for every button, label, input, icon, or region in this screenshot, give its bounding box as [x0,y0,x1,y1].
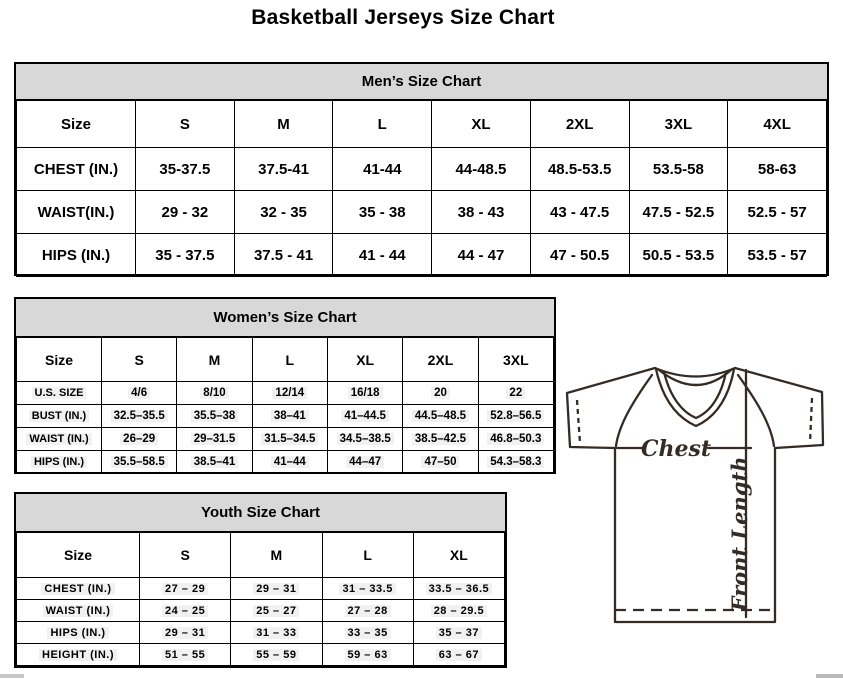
measurement-row-label [17,600,140,622]
cell-text: 59 – 63 [345,649,391,661]
measurement-value-cell [177,405,252,428]
cell-text: U.S. SIZE [32,387,87,399]
measurement-value-cell: 43 - 47.5 [530,191,629,234]
cell-text: 38–41 [271,410,309,422]
cell-text: 16/18 [348,387,383,399]
cell-text: HIPS (IN.) [47,627,108,639]
measurement-value-cell [403,428,478,451]
cell-text: 38.5–42.5 [412,433,469,445]
cell-text: 28 – 29.5 [431,605,487,617]
jersey-body-outline [567,368,823,622]
measurement-value-cell: 41-44 [333,148,432,191]
measurement-value-cell [252,451,327,474]
measurement-value-cell: 47 - 50.5 [530,234,629,277]
cell-text: 12/14 [272,387,307,399]
measurement-value-cell [478,451,553,474]
front-length-label: Front Length [727,456,752,612]
measurement-value-cell [413,578,504,600]
size-column-header: M [231,533,322,578]
cell-text: 33 – 35 [345,627,391,639]
measurement-value-cell: 35-37.5 [136,148,235,191]
measurement-value-cell: 47.5 - 52.5 [629,191,728,234]
measurement-row [17,600,505,622]
measurement-value-cell [322,644,413,666]
size-column-header: M [177,338,252,382]
measurement-value-cell [413,600,504,622]
jersey-outline-drawing [560,358,840,650]
womens-size-chart-table [14,297,556,474]
measurement-row-label: WAIST(IN.) [17,191,136,234]
measurement-value-cell [231,578,322,600]
measurement-value-cell [403,382,478,405]
measurement-value-cell [177,428,252,451]
cell-text: 24 – 25 [162,605,208,617]
measurement-row [17,622,505,644]
measurement-value-cell [177,382,252,405]
measurement-row [17,405,554,428]
size-column-header: M [234,101,333,148]
size-header-row [17,533,505,578]
measurement-value-cell [177,451,252,474]
measurement-value-cell: 35 - 38 [333,191,432,234]
measurement-value-cell [140,578,231,600]
cell-text: 26–29 [120,433,158,445]
cell-text: 63 – 67 [436,649,482,661]
measurement-value-cell: 37.5-41 [234,148,333,191]
measurement-value-cell: 29 - 32 [136,191,235,234]
measurement-row-label [17,644,140,666]
cell-text: 8/10 [200,387,228,399]
table-title: Men’s Size Chart [16,64,827,100]
measurement-value-cell [327,405,402,428]
table-title: Youth Size Chart [16,494,505,532]
measurement-value-cell [403,405,478,428]
cell-text: 33.5 – 36.5 [426,583,493,595]
measurement-value-cell [413,622,504,644]
horizontal-scrollbar-fragment-left[interactable] [0,674,24,678]
cell-text: 41–44.5 [341,410,389,422]
size-column-header: S [136,101,235,148]
measurement-value-cell [478,405,553,428]
cell-text: HEIGHT (IN.) [39,649,117,661]
measurement-value-cell [327,382,402,405]
cell-text: 35 – 37 [436,627,482,639]
mens-size-chart-table [14,62,829,276]
measurement-value-cell [252,405,327,428]
measurement-value-cell: 53.5 - 57 [728,234,827,277]
cell-text: 29–31.5 [191,433,239,445]
measurement-value-cell: 58-63 [728,148,827,191]
measurement-row [17,191,827,234]
cell-text: WAIST (IN.) [26,433,91,445]
measurement-value-cell: 38 - 43 [432,191,531,234]
measurement-row-label: CHEST (IN.) [17,148,136,191]
cell-text: 35.5–38 [191,410,239,422]
size-column-label: Size [17,101,136,148]
measurement-value-cell: 44-48.5 [432,148,531,191]
measurement-value-cell [231,622,322,644]
cell-text: 41–44 [271,456,309,468]
cell-text: 29 – 31 [253,583,299,595]
measurement-value-cell: 48.5-53.5 [530,148,629,191]
size-column-header: 2XL [403,338,478,382]
cell-text: 52.8–56.5 [487,410,544,422]
measurement-value-cell [252,382,327,405]
measurement-row-label [17,578,140,600]
measurement-value-cell: 32 - 35 [234,191,333,234]
cell-text: 34.5–38.5 [337,433,394,445]
cell-text: 46.8–50.3 [487,433,544,445]
measurement-value-cell [252,428,327,451]
measurement-value-cell [231,644,322,666]
cell-text: 47–50 [421,456,459,468]
cell-text: 44–47 [346,456,384,468]
measurement-value-cell [322,622,413,644]
cell-text: 35.5–58.5 [111,456,168,468]
size-column-label: Size [17,533,140,578]
size-table [16,100,827,277]
measurement-row-label [17,382,102,405]
cell-text: 31.5–34.5 [261,433,318,445]
size-table [16,337,554,474]
measurement-value-cell [327,451,402,474]
size-column-header: S [102,338,177,382]
cell-text: 55 – 59 [253,649,299,661]
measurement-row [17,644,505,666]
cell-text: 31 – 33.5 [339,583,395,595]
size-column-label: Size [17,338,102,382]
measurement-row [17,148,827,191]
size-column-header: XL [327,338,402,382]
measurement-value-cell [413,644,504,666]
cell-text: WAIST (IN.) [43,605,114,617]
measurement-row-label [17,622,140,644]
measurement-row-label: HIPS (IN.) [17,234,136,277]
cell-text: BUST (IN.) [29,410,89,422]
size-table [16,532,505,666]
measurement-value-cell [102,382,177,405]
measurement-value-cell [327,428,402,451]
size-column-header: XL [413,533,504,578]
cell-text: 29 – 31 [162,627,208,639]
measurement-value-cell [102,451,177,474]
cell-text: 25 – 27 [253,605,299,617]
youth-size-chart-table [14,492,507,668]
cell-text: 32.5–35.5 [111,410,168,422]
size-header-row [17,338,554,382]
cell-text: 54.3–58.3 [487,456,544,468]
cell-text: 38.5–41 [191,456,239,468]
measurement-row-label [17,428,102,451]
measurement-value-cell [478,382,553,405]
cell-text: 22 [506,387,525,399]
right-sleeve-cuff-dashes [810,398,812,443]
chest-label: Chest [640,436,712,462]
measurement-value-cell: 35 - 37.5 [136,234,235,277]
measurement-value-cell: 37.5 - 41 [234,234,333,277]
measurement-value-cell [231,600,322,622]
cell-text: CHEST (IN.) [41,583,114,595]
right-armhole-seam [738,375,774,446]
size-column-header: L [252,338,327,382]
size-column-header: XL [432,101,531,148]
size-header-row [17,101,827,148]
cell-text: HIPS (IN.) [31,456,87,468]
measurement-value-cell [140,644,231,666]
measurement-value-cell [102,405,177,428]
table-title: Women’s Size Chart [16,299,554,337]
page-title: Basketball Jerseys Size Chart [251,6,555,29]
measurement-row [17,382,554,405]
cell-text: 27 – 28 [345,605,391,617]
measurement-value-cell: 50.5 - 53.5 [629,234,728,277]
measurement-value-cell [322,578,413,600]
cell-text: 31 – 33 [253,627,299,639]
size-column-header: 3XL [629,101,728,148]
measurement-row [17,234,827,277]
size-column-header: 2XL [530,101,629,148]
measurement-value-cell [322,600,413,622]
measurement-row [17,428,554,451]
cell-text: 20 [431,387,450,399]
left-sleeve-cuff-dashes [577,400,580,443]
measurement-row [17,578,505,600]
measurement-value-cell [478,428,553,451]
cell-text: 51 – 55 [162,649,208,661]
jersey-measurement-diagram [560,358,840,650]
measurement-value-cell [140,622,231,644]
measurement-value-cell [403,451,478,474]
measurement-value-cell [102,428,177,451]
horizontal-scrollbar-fragment-right[interactable] [816,674,843,678]
size-column-header: L [322,533,413,578]
cell-text: 27 – 29 [162,583,208,595]
measurement-row-label [17,451,102,474]
measurement-value-cell: 44 - 47 [432,234,531,277]
measurement-value-cell: 52.5 - 57 [728,191,827,234]
size-column-header: 3XL [478,338,553,382]
measurement-row [17,451,554,474]
measurement-row-label [17,405,102,428]
measurement-value-cell: 41 - 44 [333,234,432,277]
size-column-header: 4XL [728,101,827,148]
measurement-value-cell [140,600,231,622]
size-column-header: S [140,533,231,578]
measurement-value-cell: 53.5-58 [629,148,728,191]
size-column-header: L [333,101,432,148]
cell-text: 44.5–48.5 [412,410,469,422]
cell-text: 4/6 [128,387,150,399]
